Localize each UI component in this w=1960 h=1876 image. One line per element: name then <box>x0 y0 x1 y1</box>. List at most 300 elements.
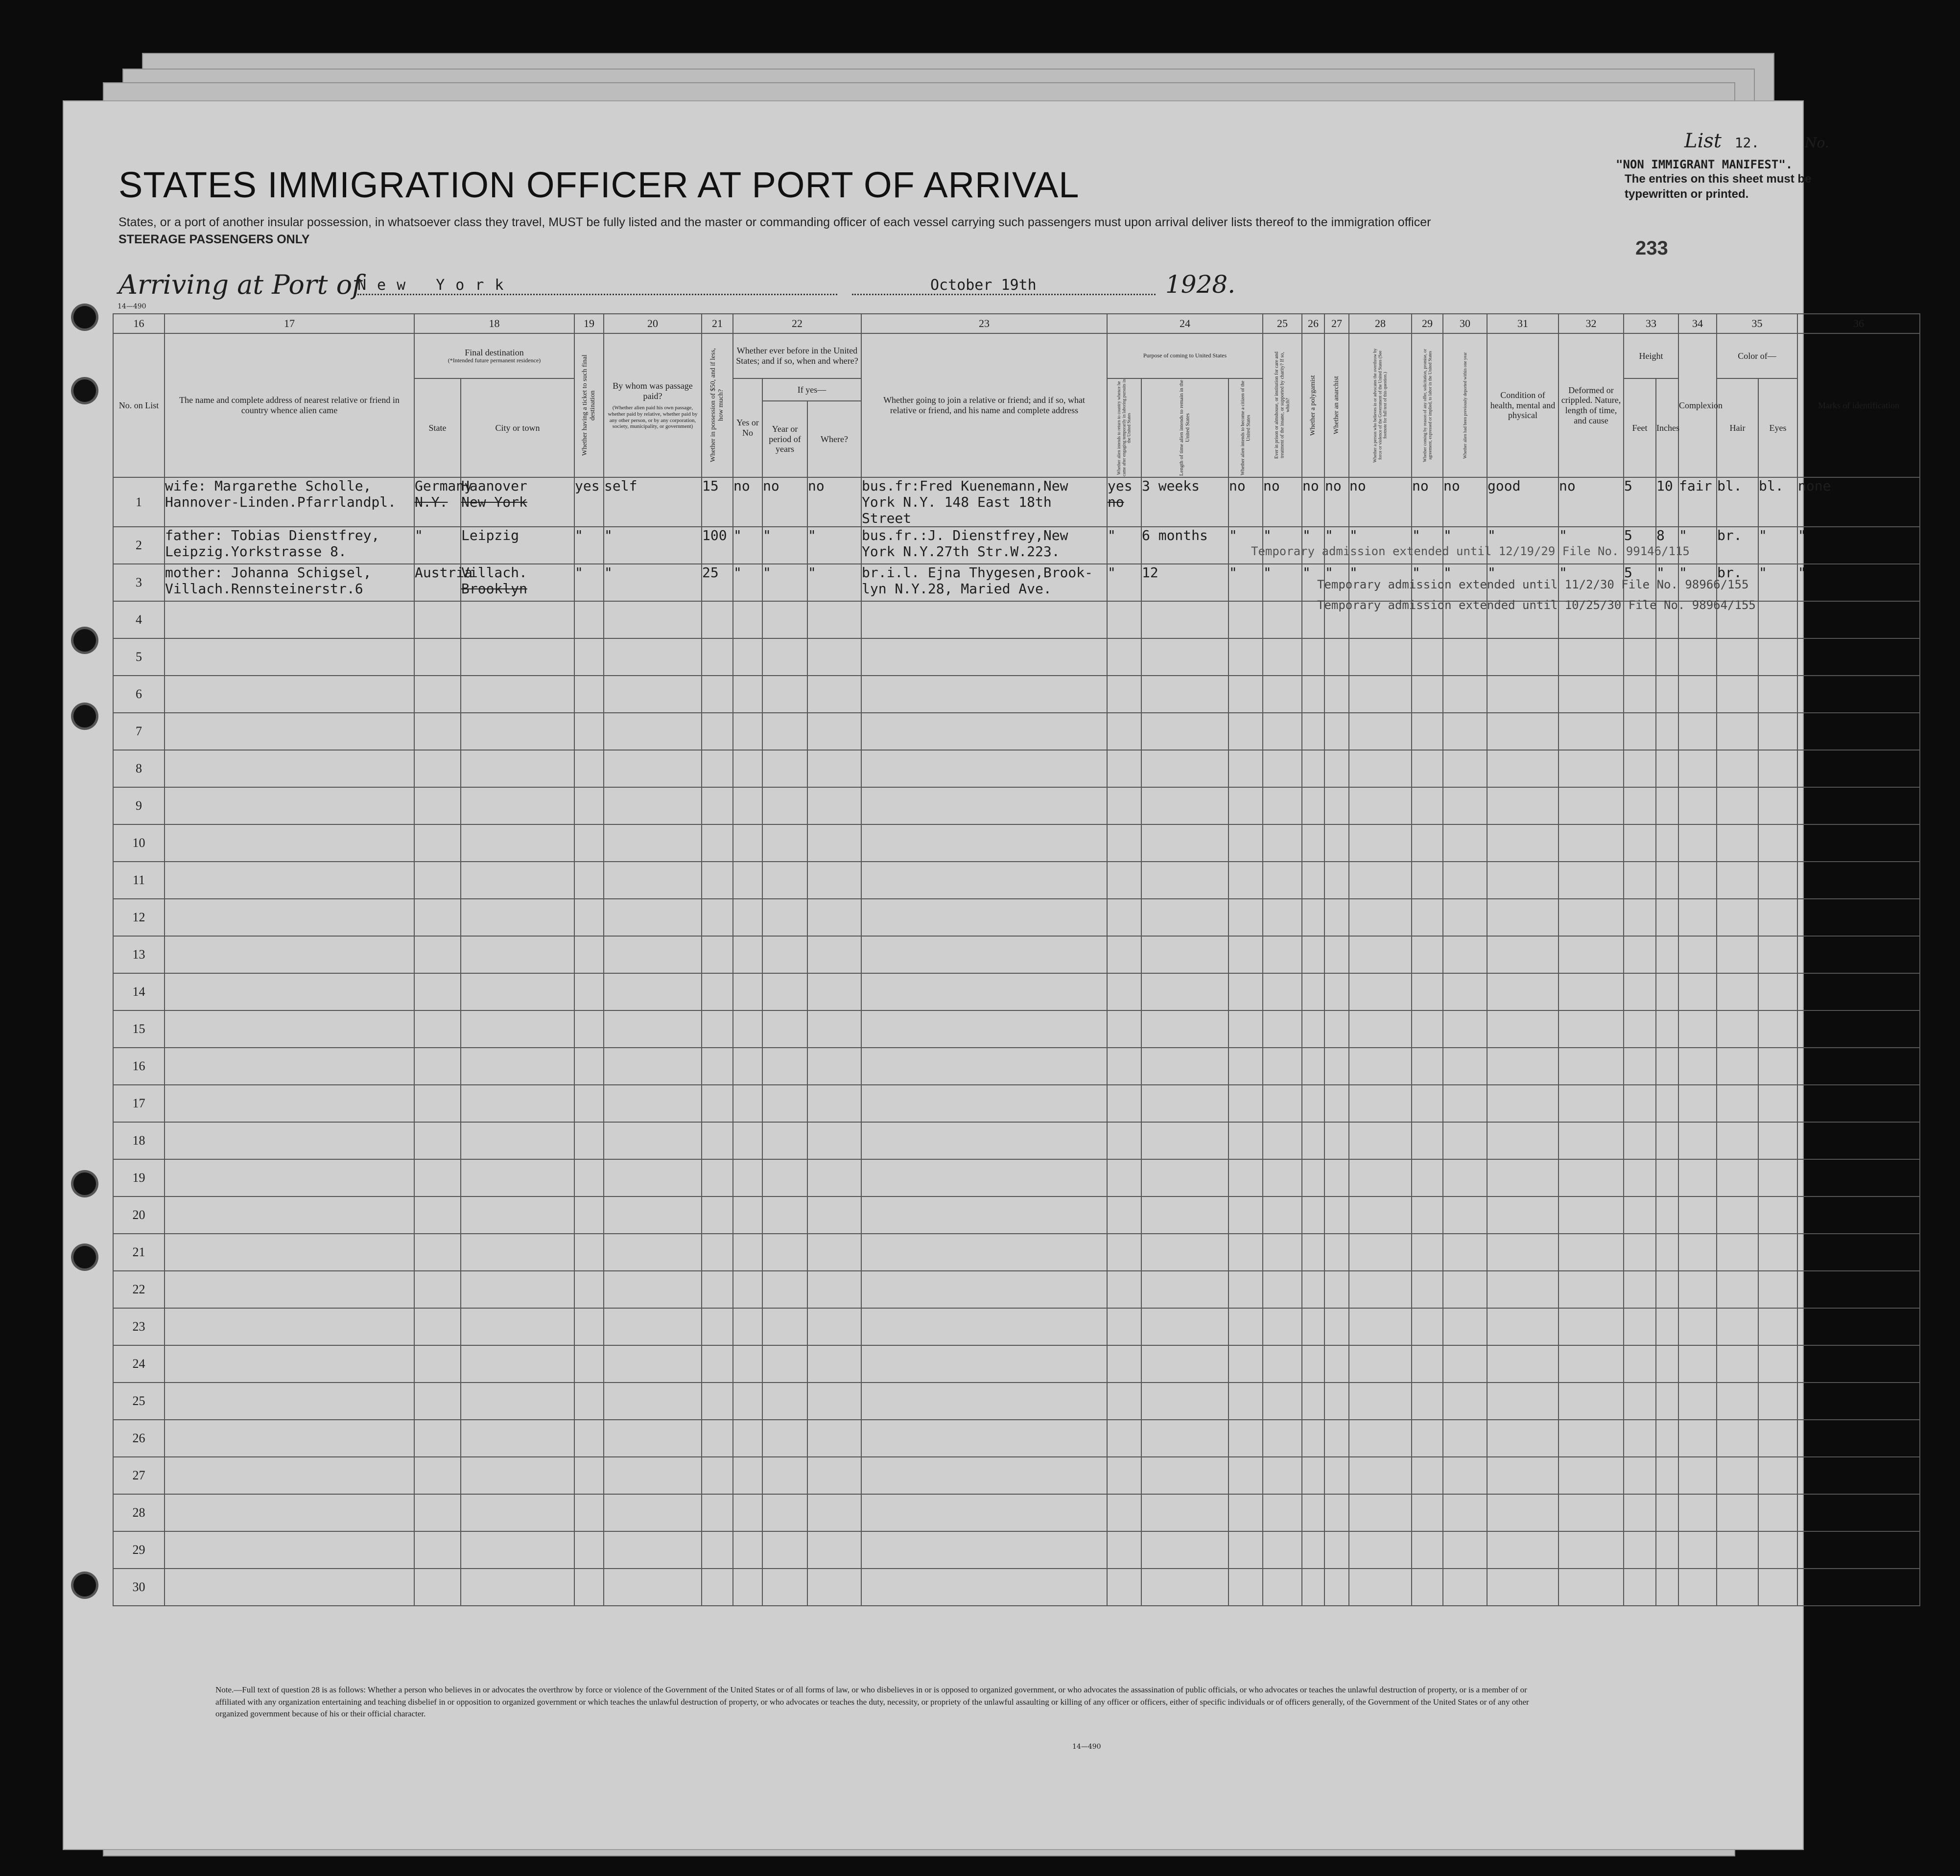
cell-polygamist: no <box>1302 477 1324 527</box>
empty-cell <box>461 601 574 638</box>
cell-city: Leipzig <box>461 527 574 564</box>
empty-cell <box>461 824 574 862</box>
empty-cell <box>1412 1345 1443 1383</box>
empty-cell <box>1443 1271 1487 1308</box>
empty-cell <box>414 1494 461 1531</box>
empty-cell <box>1412 713 1443 750</box>
empty-cell <box>1349 1345 1412 1383</box>
empty-cell <box>1656 824 1678 862</box>
empty-cell <box>1487 1271 1559 1308</box>
empty-cell <box>604 1271 702 1308</box>
empty-cell <box>1678 1234 1717 1271</box>
empty-cell <box>762 899 807 936</box>
empty-cell <box>1141 1569 1228 1606</box>
empty-cell <box>1412 1122 1443 1159</box>
empty-cell <box>165 1048 414 1085</box>
empty-cell <box>1797 936 1920 973</box>
empty-cell <box>461 862 574 899</box>
empty-cell <box>733 824 762 862</box>
empty-cell <box>1349 1122 1412 1159</box>
empty-cell <box>604 1010 702 1048</box>
empty-cell <box>1107 824 1141 862</box>
empty-cell <box>1758 1159 1797 1196</box>
empty-cell <box>574 1308 604 1345</box>
col-num: 31 <box>1487 314 1559 333</box>
empty-cell <box>1487 750 1559 787</box>
cell-anarchist: no <box>1324 477 1349 527</box>
empty-cell <box>1349 1048 1412 1085</box>
empty-cell <box>702 1085 733 1122</box>
empty-cell <box>702 1196 733 1234</box>
empty-cell <box>1487 713 1559 750</box>
empty-cell <box>1228 1159 1263 1196</box>
empty-cell <box>604 1196 702 1234</box>
cell-health: " <box>1487 527 1559 564</box>
row-number: 21 <box>113 1234 165 1271</box>
empty-cell <box>1559 713 1624 750</box>
empty-cell <box>1107 1494 1141 1531</box>
empty-cell <box>762 1048 807 1085</box>
empty-cell <box>1624 1196 1656 1234</box>
empty-cell <box>414 1420 461 1457</box>
empty-cell <box>1797 1457 1920 1494</box>
empty-cell <box>1228 1234 1263 1271</box>
empty-cell <box>702 1569 733 1606</box>
empty-cell <box>861 1122 1107 1159</box>
cell-complexion: " <box>1678 564 1717 601</box>
empty-cell <box>1263 1085 1302 1122</box>
empty-cell <box>861 936 1107 973</box>
empty-cell <box>861 1196 1107 1234</box>
empty-cell <box>1717 638 1758 676</box>
empty-cell <box>1302 787 1324 824</box>
empty-cell <box>414 899 461 936</box>
empty-cell <box>1678 750 1717 787</box>
empty-cell <box>1412 1308 1443 1345</box>
empty-cell <box>1302 1122 1324 1159</box>
empty-cell <box>1487 1308 1559 1345</box>
empty-cell <box>702 601 733 638</box>
col-num: 36 <box>1797 314 1920 333</box>
empty-cell <box>604 1383 702 1420</box>
empty-cell <box>414 1271 461 1308</box>
empty-cell <box>733 1159 762 1196</box>
row-number: 5 <box>113 638 165 676</box>
cell-passage: self <box>604 477 702 527</box>
empty-cell <box>1107 1122 1141 1159</box>
empty-cell <box>702 1159 733 1196</box>
form-number: 14—490 <box>1072 1743 1101 1751</box>
empty-cell <box>1797 601 1920 638</box>
empty-cell <box>1324 1159 1349 1196</box>
empty-cell <box>1412 1271 1443 1308</box>
empty-cell <box>1302 1196 1324 1234</box>
empty-cell <box>1656 750 1678 787</box>
empty-cell <box>1228 824 1263 862</box>
empty-cell <box>807 1383 861 1420</box>
empty-cell <box>1559 973 1624 1010</box>
cell-inches: 10 <box>1656 477 1678 527</box>
table-row <box>113 638 1920 676</box>
empty-cell <box>461 1420 574 1457</box>
empty-cell <box>1263 1494 1302 1531</box>
empty-cell <box>165 713 414 750</box>
empty-cell <box>1302 1010 1324 1048</box>
cell-q30: no <box>1443 477 1487 527</box>
empty-cell <box>1758 676 1797 713</box>
empty-cell <box>1443 638 1487 676</box>
empty-cell <box>1412 787 1443 824</box>
empty-cell <box>461 1569 574 1606</box>
empty-cell <box>1797 750 1920 787</box>
empty-cell <box>1559 1345 1624 1383</box>
page-title: STATES IMMIGRATION OFFICER AT PORT OF ARRIVAL <box>118 164 1080 205</box>
empty-cell <box>1678 1271 1717 1308</box>
empty-cell <box>1107 1420 1141 1457</box>
empty-cell <box>1624 1159 1656 1196</box>
empty-cell <box>1624 1122 1656 1159</box>
empty-cell <box>1263 713 1302 750</box>
empty-cell <box>807 824 861 862</box>
empty-cell <box>414 1010 461 1048</box>
empty-cell <box>1141 713 1228 750</box>
cell-state: Germany N.Y. <box>414 477 461 527</box>
empty-cell <box>165 1345 414 1383</box>
cell-eyes: " <box>1758 527 1797 564</box>
empty-cell <box>807 787 861 824</box>
empty-cell <box>414 787 461 824</box>
empty-cell <box>762 973 807 1010</box>
empty-cell <box>733 1569 762 1606</box>
empty-cell <box>762 862 807 899</box>
empty-cell <box>1678 638 1717 676</box>
empty-cell <box>1141 787 1228 824</box>
empty-cell <box>1624 1085 1656 1122</box>
cell-join: br.i.l. Ejna Thygesen,Brook- lyn N.Y.28, Maried Ave. <box>861 564 1107 601</box>
empty-cell <box>1349 713 1412 750</box>
empty-cell <box>762 1383 807 1420</box>
empty-cell <box>762 1494 807 1531</box>
empty-cell <box>1559 1308 1624 1345</box>
header-eyes: Eyes <box>1758 378 1797 477</box>
header-complexion: Complexion <box>1678 333 1717 477</box>
empty-cell <box>807 1308 861 1345</box>
empty-cell <box>1797 1196 1920 1234</box>
table-row <box>113 1383 1920 1420</box>
empty-cell <box>1228 638 1263 676</box>
empty-cell <box>1349 1085 1412 1122</box>
col-num: 19 <box>574 314 604 333</box>
empty-cell <box>1107 1531 1141 1569</box>
empty-cell <box>1487 1122 1559 1159</box>
empty-cell <box>1263 1048 1302 1085</box>
empty-cell <box>1228 1457 1263 1494</box>
empty-cell <box>1141 1383 1228 1420</box>
empty-cell <box>1797 1234 1920 1271</box>
row-number: 8 <box>113 750 165 787</box>
empty-cell <box>1263 1159 1302 1196</box>
empty-cell <box>1228 601 1263 638</box>
cell-deformed: " <box>1559 527 1624 564</box>
empty-cell <box>807 1159 861 1196</box>
empty-cell <box>762 1308 807 1345</box>
empty-cell <box>733 1010 762 1048</box>
empty-cell <box>1758 1420 1797 1457</box>
cell-money: 25 <box>702 564 733 601</box>
cell-q29: no <box>1412 477 1443 527</box>
empty-cell <box>1487 1048 1559 1085</box>
empty-cell <box>1107 1048 1141 1085</box>
empty-cell <box>414 973 461 1010</box>
empty-cell <box>1349 1569 1412 1606</box>
empty-cell <box>1656 1085 1678 1122</box>
header-state: State <box>414 378 461 477</box>
empty-cell <box>165 973 414 1010</box>
header-q28: Whether a person who believes in or advocates the overthrow by force or violence of the Government of the United States (See footnote for full text of this question.) <box>1349 333 1412 477</box>
empty-cell <box>861 1345 1107 1383</box>
row-number: 17 <box>113 1085 165 1122</box>
empty-cell <box>807 750 861 787</box>
header-row-1 <box>113 333 1920 378</box>
empty-cell <box>604 1569 702 1606</box>
cell-q30: " <box>1443 527 1487 564</box>
empty-cell <box>1559 1085 1624 1122</box>
empty-cell <box>1624 1048 1656 1085</box>
empty-cell <box>1443 713 1487 750</box>
cell-eyes: " <box>1758 564 1797 601</box>
empty-cell <box>1228 1048 1263 1085</box>
empty-cell <box>1797 787 1920 824</box>
empty-cell <box>1758 862 1797 899</box>
empty-cell <box>1624 973 1656 1010</box>
empty-cell <box>1324 1531 1349 1569</box>
empty-cell <box>1717 787 1758 824</box>
empty-cell <box>414 1234 461 1271</box>
column-number-row <box>113 314 1920 333</box>
empty-cell <box>1758 1494 1797 1531</box>
cell-feet: 5 <box>1624 527 1656 564</box>
table-row <box>113 1271 1920 1308</box>
cell-prison: " <box>1263 564 1302 601</box>
empty-cell <box>574 973 604 1010</box>
col-num: 27 <box>1324 314 1349 333</box>
empty-cell <box>1443 1345 1487 1383</box>
empty-cell <box>165 1196 414 1234</box>
empty-cell <box>1797 824 1920 862</box>
empty-cell <box>1758 936 1797 973</box>
empty-cell <box>1412 936 1443 973</box>
empty-cell <box>1412 973 1443 1010</box>
empty-cell <box>604 899 702 936</box>
cell-year: " <box>762 527 807 564</box>
empty-cell <box>807 1531 861 1569</box>
empty-cell <box>1758 713 1797 750</box>
empty-cell <box>1656 1383 1678 1420</box>
row-number: 29 <box>113 1531 165 1569</box>
empty-cell <box>1758 1457 1797 1494</box>
empty-cell <box>702 1494 733 1531</box>
empty-cell <box>1412 638 1443 676</box>
empty-cell <box>1758 750 1797 787</box>
empty-cell <box>1228 973 1263 1010</box>
empty-cell <box>1302 1085 1324 1122</box>
empty-cell <box>1324 1308 1349 1345</box>
empty-cell <box>1624 936 1656 973</box>
empty-cell <box>1324 1383 1349 1420</box>
row-number: 12 <box>113 899 165 936</box>
empty-cell <box>1349 1494 1412 1531</box>
empty-cell <box>1324 824 1349 862</box>
header-purpose-b: Length of time alien intends to remain in the United States <box>1141 378 1228 477</box>
table-row <box>113 1345 1920 1383</box>
empty-cell <box>1107 1010 1141 1048</box>
empty-cell <box>1324 1494 1349 1531</box>
empty-cell <box>165 601 414 638</box>
empty-cell <box>1758 1308 1797 1345</box>
empty-cell <box>1443 1122 1487 1159</box>
empty-cell <box>733 676 762 713</box>
empty-cell <box>1559 1122 1624 1159</box>
empty-cell <box>1678 862 1717 899</box>
arriving-label: Arriving at Port of <box>118 269 362 300</box>
empty-cell <box>1487 1494 1559 1531</box>
empty-cell <box>861 1308 1107 1345</box>
empty-cell <box>1717 1234 1758 1271</box>
empty-cell <box>861 824 1107 862</box>
empty-cell <box>1443 1085 1487 1122</box>
empty-cell <box>574 1048 604 1085</box>
subtitle: States, or a port of another insular possession, in whatsoever class they travel, MUST be fully listed and the master or commanding officer of each vessel carrying such passengers must upon arrival deliver lists thereof to the immigration officer <box>118 215 1431 229</box>
empty-cell <box>1678 1383 1717 1420</box>
table-row <box>113 1085 1920 1122</box>
empty-cell <box>1263 1531 1302 1569</box>
empty-cell <box>1349 1531 1412 1569</box>
empty-cell <box>414 1383 461 1420</box>
binder-hole <box>73 705 96 727</box>
header-anarchist: Whether an anarchist <box>1324 333 1349 477</box>
empty-cell <box>574 1383 604 1420</box>
empty-cell <box>807 1196 861 1234</box>
empty-cell <box>1324 1457 1349 1494</box>
empty-cell <box>414 713 461 750</box>
row-number: 6 <box>113 676 165 713</box>
empty-cell <box>1302 1420 1324 1457</box>
header-marks: Marks of identification <box>1797 333 1920 477</box>
empty-cell <box>1656 1010 1678 1048</box>
empty-cell <box>1349 936 1412 973</box>
empty-cell <box>1443 787 1487 824</box>
cell-prison: " <box>1263 527 1302 564</box>
empty-cell <box>1624 638 1656 676</box>
empty-cell <box>1228 676 1263 713</box>
empty-cell <box>1559 1010 1624 1048</box>
empty-cell <box>574 936 604 973</box>
empty-cell <box>1678 936 1717 973</box>
empty-cell <box>1141 862 1228 899</box>
empty-cell <box>807 1271 861 1308</box>
empty-cell <box>1349 1234 1412 1271</box>
empty-cell <box>733 1085 762 1122</box>
empty-cell <box>1717 973 1758 1010</box>
extension-note-2: Temporary admission extended until 11/2/30 File No. 98966/155 <box>1317 578 1749 591</box>
empty-cell <box>1141 638 1228 676</box>
empty-cell <box>762 1271 807 1308</box>
empty-cell <box>1487 1159 1559 1196</box>
cell-q28: " <box>1349 564 1412 601</box>
empty-cell <box>1349 824 1412 862</box>
empty-cell <box>461 899 574 936</box>
empty-cell <box>1624 1308 1656 1345</box>
binder-hole <box>73 379 96 402</box>
empty-cell <box>1349 1271 1412 1308</box>
empty-cell <box>1302 1048 1324 1085</box>
empty-cell <box>1263 1010 1302 1048</box>
empty-cell <box>1349 862 1412 899</box>
empty-cell <box>1758 899 1797 936</box>
empty-cell <box>1263 1569 1302 1606</box>
empty-cell <box>861 973 1107 1010</box>
empty-cell <box>604 936 702 973</box>
empty-cell <box>1349 638 1412 676</box>
empty-cell <box>1559 750 1624 787</box>
empty-cell <box>1717 1383 1758 1420</box>
empty-cell <box>1263 676 1302 713</box>
empty-cell <box>1349 750 1412 787</box>
empty-cell <box>702 638 733 676</box>
row-number: 24 <box>113 1345 165 1383</box>
empty-cell <box>1302 750 1324 787</box>
empty-cell <box>733 1345 762 1383</box>
empty-cell <box>461 1271 574 1308</box>
cell-purpose-c: " <box>1228 564 1263 601</box>
empty-cell <box>574 1569 604 1606</box>
empty-cell <box>1487 1457 1559 1494</box>
col-num: 28 <box>1349 314 1412 333</box>
cell-purpose-a: " <box>1107 527 1141 564</box>
empty-cell <box>1717 1085 1758 1122</box>
binder-hole <box>73 629 96 652</box>
empty-cell <box>1656 1196 1678 1234</box>
empty-cell <box>1107 1345 1141 1383</box>
empty-cell <box>461 787 574 824</box>
empty-cell <box>1624 676 1656 713</box>
empty-cell <box>1302 1308 1324 1345</box>
empty-cell <box>1717 1531 1758 1569</box>
cell-feet: 5 <box>1624 477 1656 527</box>
cell-city: Haanover New York <box>461 477 574 527</box>
row-number: 10 <box>113 824 165 862</box>
empty-cell <box>1443 1383 1487 1420</box>
empty-cell <box>1656 1048 1678 1085</box>
empty-cell <box>604 1085 702 1122</box>
row-number: 4 <box>113 601 165 638</box>
empty-cell <box>762 1122 807 1159</box>
cell-relative: wife: Margarethe Scholle, Hannover-Linden.Pfarrlandpl. <box>165 477 414 527</box>
empty-cell <box>702 1048 733 1085</box>
steerage-label: STEERAGE PASSENGERS ONLY <box>118 233 310 246</box>
header-polygamist: Whether a polygamist <box>1302 333 1324 477</box>
empty-cell <box>1302 1159 1324 1196</box>
empty-cell <box>1107 1234 1141 1271</box>
empty-cell <box>733 1457 762 1494</box>
empty-cell <box>807 1234 861 1271</box>
empty-cell <box>1324 676 1349 713</box>
header-q29: Whether coming by reason of any offer, solicitation, promise, or agreement, expressed or implied, to labor in the United States <box>1412 333 1443 477</box>
cell-marks: none <box>1797 477 1920 527</box>
empty-cell <box>1412 1085 1443 1122</box>
empty-cell <box>1656 713 1678 750</box>
empty-cell <box>461 1010 574 1048</box>
